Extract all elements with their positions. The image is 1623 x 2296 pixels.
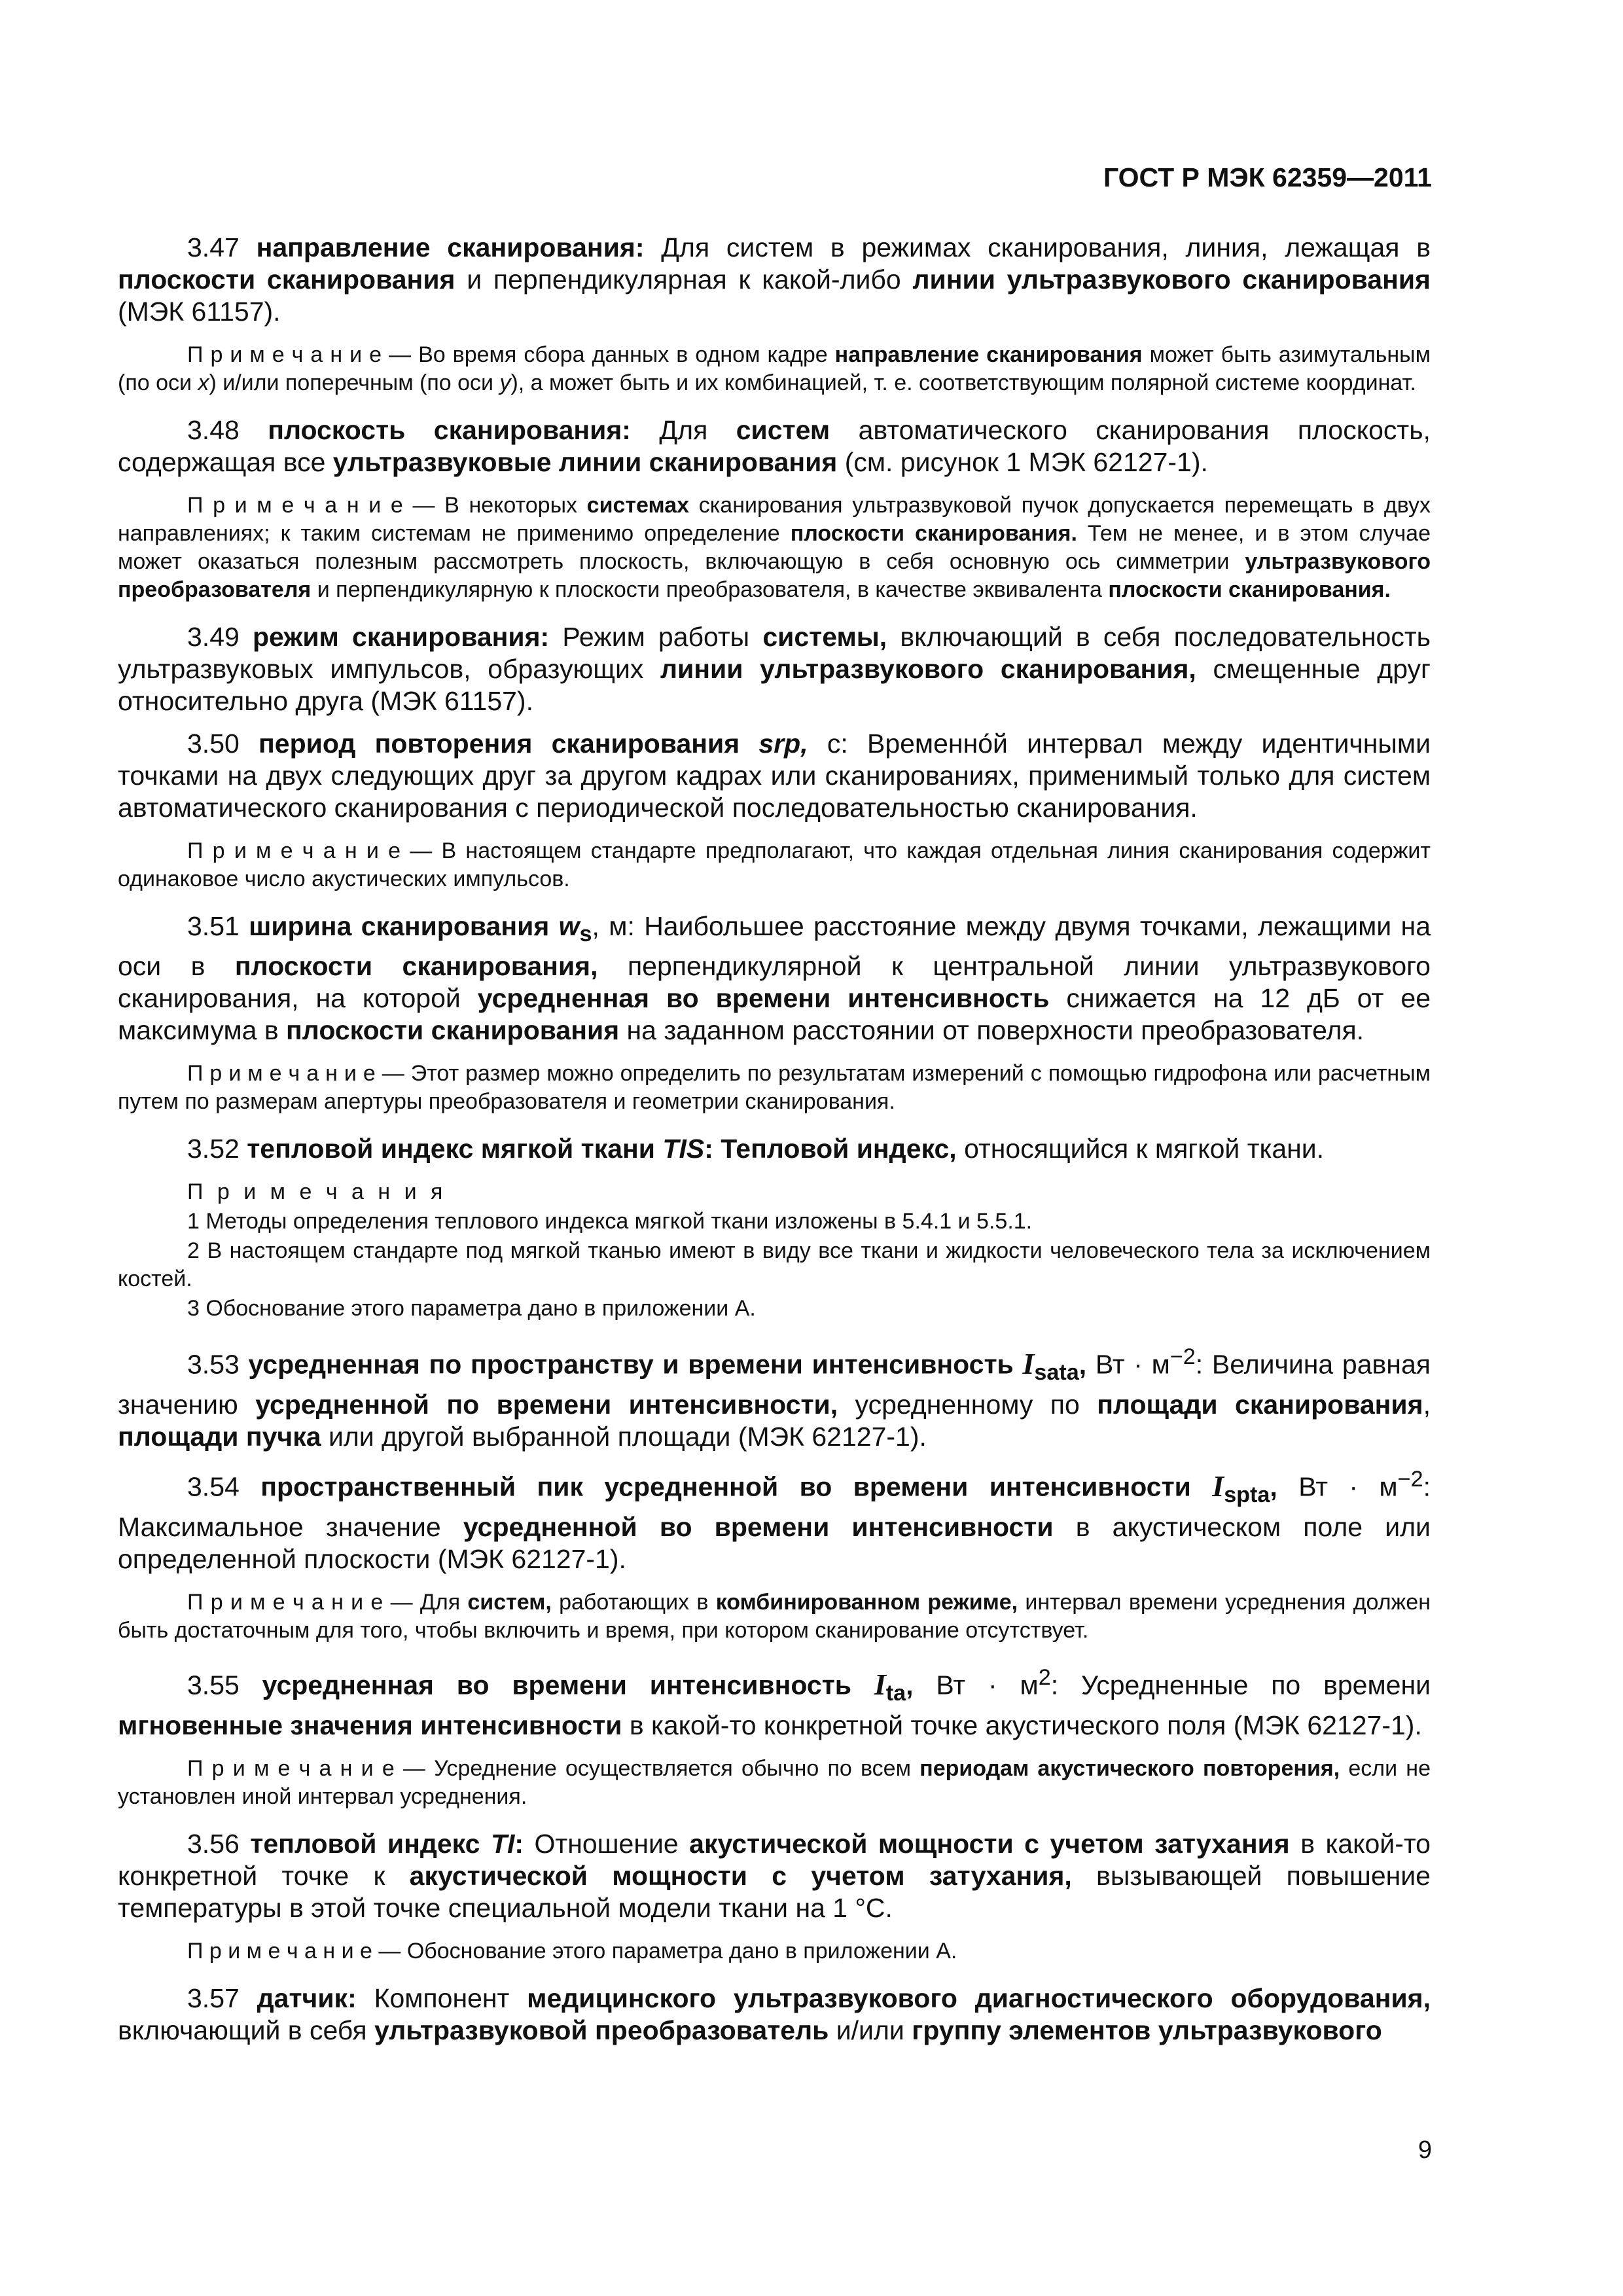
clause-term-ref: усредненной по времени интенсивности, bbox=[255, 1390, 838, 1420]
clause-term: ширина сканирования bbox=[249, 911, 550, 941]
clause-term-ref: плоскости сканирования, bbox=[234, 951, 598, 982]
document-body bbox=[118, 232, 1431, 2060]
note-label: П р и м е ч а н и е — bbox=[187, 838, 433, 863]
page-number: 9 bbox=[1418, 2136, 1432, 2164]
note-label: П р и м е ч а н и е — bbox=[187, 1938, 401, 1964]
clause-number: 3.56 bbox=[187, 1828, 240, 1859]
clause-text: усредненному по bbox=[855, 1390, 1080, 1420]
note-text: В некоторых bbox=[444, 493, 578, 518]
quantity-symbol: I bbox=[1212, 1469, 1224, 1503]
quantity-subscript: sata bbox=[1034, 1360, 1079, 1386]
clause-term-ref: группу элементов ультразвукового bbox=[912, 2015, 1382, 2045]
clause-number: 3.53 bbox=[187, 1349, 240, 1380]
note-text: ), а может быть и их комбинацией, т. е. соответствующим полярной системе координат. bbox=[510, 370, 1416, 395]
note-item-1: 1 Методы определения теплового индекса мягкой ткани изложены в 5.4.1 и 5.5.1. bbox=[187, 1209, 1033, 1234]
clause-comma: , bbox=[906, 1670, 914, 1700]
unit: , м: bbox=[592, 911, 635, 941]
clause-comma: , bbox=[1079, 1349, 1087, 1380]
clause-number: 3.52 bbox=[187, 1134, 240, 1164]
note-term-ref: ультразвукового преобразователя bbox=[118, 549, 1431, 602]
note-text: интервал времени усреднения должен быть достаточным для того, чтобы включить и время, при котором сканирование отсутствует. bbox=[118, 1589, 1431, 1643]
clause-term-ref: медицинского ультразвукового диагностического оборудования, bbox=[527, 1982, 1431, 2013]
clause-term-ref: Тепловой индекс, bbox=[721, 1134, 957, 1164]
clause-number: 3.54 bbox=[187, 1471, 240, 1502]
clause-term-ref: усредненной во времени интенсивности bbox=[463, 1511, 1054, 1542]
note-text: В настоящем стандарте предполагают, что каждая отдельная линия сканирования содержит одинаковое число акустических импульсов. bbox=[118, 838, 1431, 891]
note-text: сканирования ультразвуковой пучок допускается перемещать в двух направлениях; к таким системам не применимо определение bbox=[118, 493, 1431, 546]
clause-term-ref: площади сканирования bbox=[1097, 1390, 1423, 1420]
clause-number: 3.57 bbox=[187, 1982, 240, 2013]
note-label: П р и м е ч а н и е — bbox=[187, 342, 412, 367]
note-text: работающих в bbox=[559, 1589, 709, 1615]
quantity-subscript: s bbox=[579, 922, 592, 947]
note-term-ref: направление сканирования bbox=[834, 342, 1143, 367]
note-text: Этот размер можно определить по результатам измерений с помощью гидрофона или расчетным путем по размерам апертуры преобразователя и геометрии сканирования. bbox=[118, 1061, 1431, 1115]
clause-text: автоматического сканирования плоскость, содержащая все bbox=[118, 415, 1431, 477]
note-3-56 bbox=[118, 1937, 1431, 1965]
clause-term: усредненная во времени интенсивность bbox=[262, 1670, 851, 1700]
note-label: П р и м е ч а н и е — bbox=[187, 1589, 413, 1615]
note-3-51 bbox=[118, 1060, 1431, 1116]
note-term-ref: систем, bbox=[467, 1589, 552, 1615]
clause-3-51 bbox=[118, 910, 1431, 1047]
clause-3-54 bbox=[118, 1463, 1431, 1575]
note-text: Тем не менее, и в этом случае может оказаться полезным рассмотреть плоскость, включающую в себя основную ось симметрии bbox=[118, 521, 1431, 574]
clause-text: , bbox=[1423, 1390, 1431, 1420]
clause-colon: : bbox=[704, 1134, 713, 1164]
quantity-symbol: TIS bbox=[662, 1134, 705, 1164]
clause-text: перпендикулярной к центральной линии ультразвукового сканирования, на которой bbox=[118, 951, 1431, 1014]
clause-3-50 bbox=[118, 728, 1431, 824]
clause-colon: : bbox=[514, 1828, 524, 1859]
clause-text: снижается на 12 дБ от ее максимума в bbox=[118, 983, 1431, 1046]
note-3-55 bbox=[118, 1755, 1431, 1811]
clause-text: или другой выбранной площади (МЭК 62127-1). bbox=[328, 1422, 927, 1452]
unit-exponent: −2 bbox=[1169, 1344, 1196, 1370]
note-3-47 bbox=[118, 341, 1431, 397]
clause-text: (МЭК 61157). bbox=[118, 296, 281, 327]
clause-text: в акустическом поле или определенной плоскости (МЭК 62127-1). bbox=[118, 1511, 1431, 1574]
note-term-ref: комбинированном режиме, bbox=[715, 1589, 1018, 1615]
clause-colon: : bbox=[1050, 1670, 1059, 1700]
clause-term-ref: усредненная во времени интенсивность bbox=[477, 983, 1050, 1014]
clause-3-49 bbox=[118, 621, 1431, 717]
clause-term-ref: площади пучка bbox=[118, 1422, 321, 1452]
clause-3-56 bbox=[118, 1828, 1431, 1924]
unit: с: bbox=[827, 728, 848, 759]
clause-number: 3.48 bbox=[187, 415, 240, 445]
note-text: и перпендикулярную к плоскости преобразователя, в качестве эквивалента bbox=[317, 577, 1102, 602]
clause-text: на заданном расстоянии от поверхности преобразователя. bbox=[626, 1015, 1364, 1046]
clause-text: включающий в себя bbox=[118, 2015, 367, 2045]
note-term-ref: системах bbox=[586, 493, 690, 518]
clause-3-52 bbox=[118, 1133, 1431, 1165]
clause-term: тепловой индекс мягкой ткани bbox=[247, 1134, 656, 1164]
clause-text: Отношение bbox=[534, 1828, 679, 1859]
unit-exponent: 2 bbox=[1038, 1664, 1051, 1690]
note-item-2: 2 В настоящем стандарте под мягкой тканью имеют в виду все ткани и жидкости человеческого тела за исключением костей. bbox=[118, 1238, 1431, 1292]
clause-text: Для bbox=[659, 415, 708, 445]
clause-term-ref: плоскости сканирования bbox=[118, 264, 455, 295]
note-label: П р и м е ч а н и е — bbox=[187, 1755, 425, 1781]
note-label: П р и м е ч а н и е — bbox=[187, 493, 435, 518]
clause-term-ref: систем bbox=[736, 415, 830, 445]
note-term-ref: периодам акустического повторения, bbox=[919, 1755, 1340, 1781]
clause-term-ref: акустической мощности с учетом затухания bbox=[689, 1828, 1290, 1859]
unit: Вт · м bbox=[1095, 1349, 1170, 1380]
clause-text: смещенные друг относительно друга (МЭК 61157). bbox=[118, 654, 1431, 716]
clause-text: Для систем в режимах сканирования, линия, лежащая в bbox=[661, 232, 1431, 262]
clause-text: Максимальное значение bbox=[118, 1511, 441, 1542]
note-text: Для bbox=[419, 1589, 461, 1615]
clause-text: Режим работы bbox=[562, 622, 750, 652]
note-text: ) и/или поперечным (по оси bbox=[209, 370, 493, 395]
axis-symbol: x bbox=[198, 370, 209, 395]
clause-comma: , bbox=[1270, 1471, 1277, 1502]
clause-3-57 bbox=[118, 1982, 1431, 2047]
clause-number: 3.50 bbox=[187, 728, 240, 759]
clause-text: и перпендикулярная к какой-либо bbox=[467, 264, 901, 295]
quantity-subscript: spta bbox=[1224, 1482, 1270, 1507]
unit: Вт · м bbox=[936, 1670, 1039, 1700]
clause-number: 3.51 bbox=[187, 911, 240, 941]
clause-term: тепловой индекс bbox=[250, 1828, 480, 1859]
note-3-50 bbox=[118, 837, 1431, 893]
quantity-symbol: w bbox=[558, 911, 580, 941]
quantity-subscript: ta bbox=[885, 1680, 906, 1706]
note-label: П р и м е ч а н и е — bbox=[187, 1061, 404, 1086]
note-term-ref: плоскости сканирования. bbox=[790, 521, 1077, 546]
notes-heading: П р и м е ч а н и я bbox=[187, 1179, 447, 1205]
clause-term-ref: линии ультразвукового сканирования, bbox=[660, 654, 1196, 684]
clause-term-ref: акустической мощности с учетом затухания, bbox=[409, 1860, 1072, 1891]
clause-3-55 bbox=[118, 1662, 1431, 1742]
clause-term: период повторения сканирования bbox=[259, 728, 740, 759]
clause-number: 3.55 bbox=[187, 1670, 240, 1700]
note-3-54 bbox=[118, 1588, 1431, 1645]
clause-3-47 bbox=[118, 232, 1431, 328]
clause-text: в какой-то конкретной точке акустического поля (МЭК 62127-1). bbox=[629, 1710, 1422, 1740]
clause-text: включающий в себя последовательность ультразвуковых импульсов, образующих bbox=[118, 622, 1431, 684]
note-3-48 bbox=[118, 492, 1431, 604]
clause-term-ref: плоскости сканирования bbox=[286, 1015, 620, 1046]
quantity-symbol: I bbox=[1022, 1346, 1035, 1380]
clause-term: датчик: bbox=[257, 1982, 357, 2013]
clause-term: плоскость сканирования: bbox=[268, 415, 631, 445]
note-text: если не установлен иной интервал усреднения. bbox=[118, 1755, 1431, 1809]
clause-number: 3.49 bbox=[187, 622, 240, 652]
clause-text: Временно́й интервал между идентичными точками на двух следующих друг за другом кадрах или сканированиях, применимый только для систем автоматического сканирования с периодической последовательностью сканирования. bbox=[118, 728, 1431, 823]
clause-term-ref: системы, bbox=[762, 622, 887, 652]
clause-term: усредненная по пространству и времени интенсивность bbox=[248, 1349, 1014, 1380]
clause-term-ref: ультразвуковой преобразователь bbox=[374, 2015, 829, 2045]
clause-text: (см. рисунок 1 МЭК 62127-1). bbox=[844, 447, 1208, 477]
axis-symbol: y bbox=[499, 370, 511, 395]
clause-colon: : bbox=[1195, 1349, 1204, 1380]
clause-term: направление сканирования: bbox=[256, 232, 645, 262]
clause-text: вызывающей повышение температуры в этой точке специальной модели ткани на 1 °С. bbox=[118, 1860, 1431, 1923]
quantity-symbol: srp, bbox=[758, 728, 808, 759]
note-text: Обоснование этого параметра дано в приложении А. bbox=[406, 1938, 957, 1964]
note-term-ref: плоскости сканирования. bbox=[1108, 577, 1391, 602]
clause-text: Величина равная значению bbox=[118, 1349, 1431, 1420]
clause-term-ref: линии ультразвукового сканирования bbox=[912, 264, 1431, 295]
clause-3-48 bbox=[118, 414, 1431, 478]
quantity-symbol: I bbox=[874, 1667, 886, 1701]
clause-term-ref: мгновенные значения интенсивности bbox=[118, 1710, 622, 1740]
clause-3-53 bbox=[118, 1341, 1431, 1453]
clause-colon: : bbox=[1423, 1471, 1431, 1502]
note-item-3: 3 Обоснование этого параметра дано в приложении А. bbox=[187, 1296, 756, 1321]
clause-term: режим сканирования: bbox=[252, 622, 550, 652]
clause-text: Компонент bbox=[374, 1982, 510, 2013]
unit: Вт · м bbox=[1298, 1471, 1398, 1502]
document-header: ГОСТ Р МЭК 62359—2011 bbox=[1103, 162, 1432, 192]
note-text: Во время сбора данных в одном кадре bbox=[418, 342, 828, 367]
clause-term-ref: ультразвуковые линии сканирования bbox=[332, 447, 838, 477]
quantity-symbol: TI bbox=[490, 1828, 515, 1859]
clause-text: Наибольшее расстояние между двумя точками, лежащими на оси в bbox=[118, 911, 1431, 982]
clause-text: в какой-то конкретной точке к bbox=[118, 1828, 1431, 1891]
clause-text: Усредненные по времени bbox=[1080, 1670, 1431, 1700]
clause-text: и/или bbox=[836, 2015, 904, 2045]
note-text: Усреднение осуществляется обычно по всем bbox=[434, 1755, 911, 1781]
clause-number: 3.47 bbox=[187, 232, 240, 262]
clause-text: относящийся к мягкой ткани. bbox=[964, 1134, 1325, 1164]
unit-exponent: −2 bbox=[1397, 1467, 1423, 1492]
note-text: может быть азимутальным (по оси bbox=[118, 342, 1431, 395]
clause-term: пространственный пик усредненной во времени интенсивности bbox=[260, 1471, 1191, 1502]
